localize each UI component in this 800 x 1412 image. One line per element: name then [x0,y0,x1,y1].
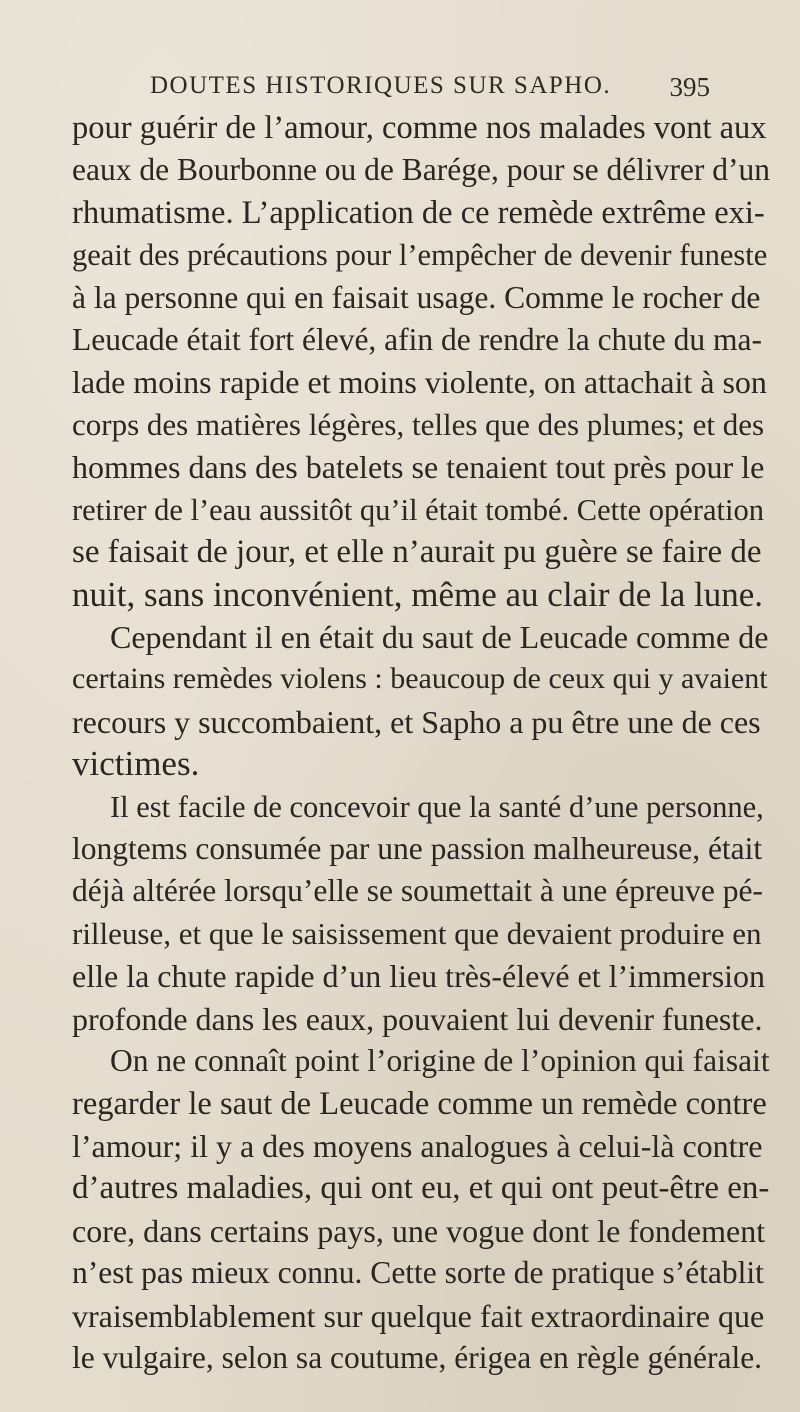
text-line: à la personne qui en faisait usage. Comme le rocher de [72,280,761,315]
text-line: pour guérir de l’amour, comme nos malades vont aux [72,110,767,146]
text-line: rhumatisme. L’application de ce remède extrême exi- [72,195,765,231]
text-line: se faisait de jour, et elle n’aurait pu guère se faire de [72,534,762,570]
text-line: profonde dans les eaux, pouvaient lui devenir funeste. [72,1001,763,1037]
text-line: victimes. [72,744,200,783]
text-line: elle la chute rapide d’un lieu très-élevé et l’immersion [72,958,766,994]
text-line: déjà altérée lorsqu’elle se soumettait à une épreuve pé- [72,873,763,908]
text-line: hommes dans des batelets se tenaient tout près pour le [72,449,765,485]
text-line: longtems consumée par une passion malheureuse, était [72,831,763,866]
text-line: geait des précautions pour l’empêcher de devenir funeste [72,238,768,272]
text-line: nuit, sans inconvénient, même au clair de la lune. [72,575,764,614]
text-line: n’est pas mieux connu. Cette sorte de pratique s’établit [72,1255,764,1290]
text-line: regarder le saut de Leucade comme un remède contre [72,1086,767,1122]
running-head [150,72,710,112]
text-line: Leucade était fort élevé, afin de rendre la chute du ma- [72,322,763,357]
page-number: 395 [669,72,710,102]
text-line: certains remèdes violens : beaucoup de ceux qui y avaient [72,662,768,695]
text-line: le vulgaire, selon sa coutume, érigea en règle générale. [72,1340,763,1375]
text-line: retirer de l’eau aussitôt qu’il était tombé. Cette opération [72,493,764,527]
paragraph-start-line: On ne connaît point l’origine de l’opinion qui faisait [110,1043,770,1078]
text-line: recours y succombaient, et Sapho a pu être une de ces [72,704,761,740]
text-line: corps des matières légères, telles que des plumes; et des [72,407,765,442]
text-line: core, dans certains pays, une vogue dont le fondement [72,1213,766,1249]
text-line: eaux de Bourbonne ou de Barége, pour se délivrer d’un [72,152,771,187]
paragraph-start-line: Cependant il en était du saut de Leucade comme de [110,619,769,655]
text-line: d’autres maladies, qui ont eu, et qui ont peut-être en- [72,1170,770,1206]
paragraph-start-line: Il est facile de concevoir que la santé d’une personne, [110,790,764,824]
text-line: vraisemblablement sur quelque fait extraordinaire que [72,1298,765,1334]
text-line: rilleuse, et que le saisissement que devaient produire en [72,916,762,951]
running-title: DOUTES HISTORIQUES SUR SAPHO. [150,72,612,99]
text-line: lade moins rapide et moins violente, on attachait à son [72,364,767,400]
text-line: l’amour; il y a des moyens analogues à celui-là contre [72,1128,763,1164]
